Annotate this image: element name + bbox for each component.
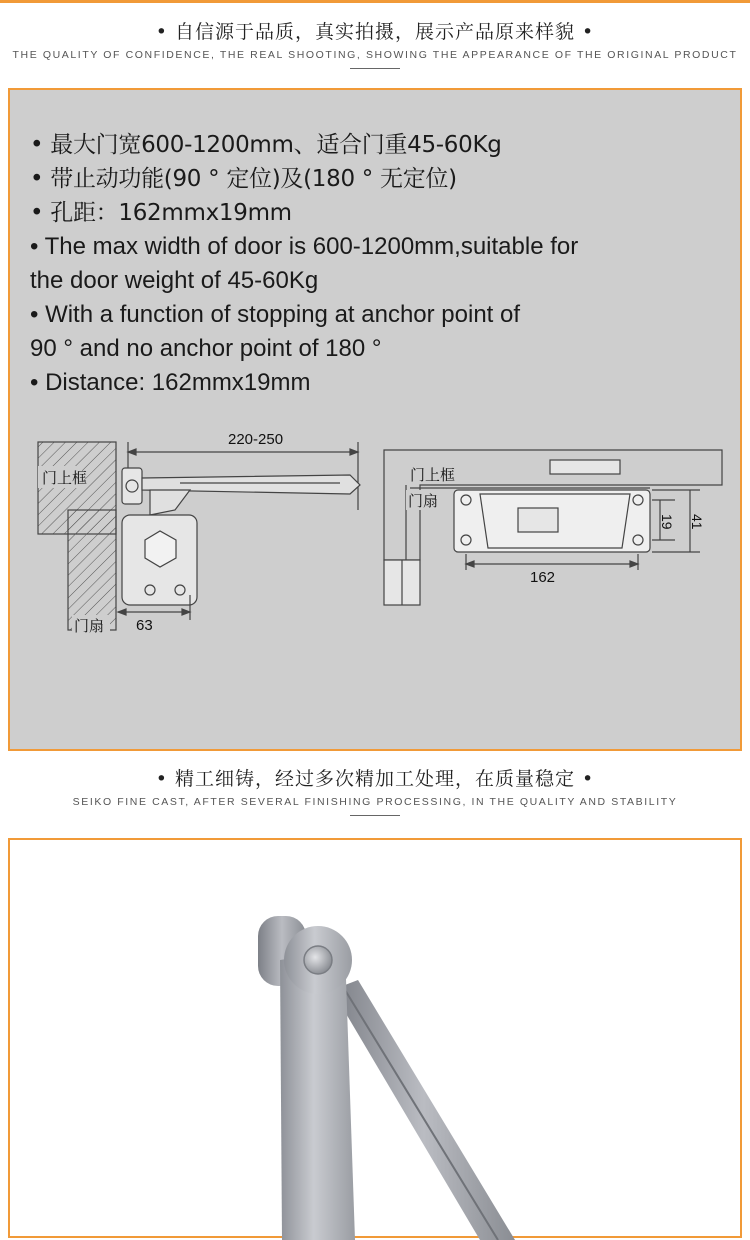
spec-line: • With a function of stopping at anchor point of [30, 301, 521, 328]
dimension-label: 41 [689, 514, 705, 530]
frame-label: 门上框 [42, 470, 88, 487]
product-photo-panel [8, 838, 742, 1238]
dimension-label: 19 [659, 514, 675, 530]
spec-line: • Distance: 162mmx19mm [30, 369, 311, 396]
section-title-cn: • 精工细铸，经过多次精加工处理，在质量稳定 • [155, 768, 595, 790]
section-header-craft [0, 767, 750, 816]
spec-panel [8, 88, 742, 751]
technical-diagram [10, 90, 740, 750]
spec-line: • 最大门宽600-1200mm、适合门重45-60Kg [30, 132, 502, 158]
dimension-label: 220-250 [228, 431, 284, 448]
spec-line: • The max width of door is 600-1200mm,suitable for [30, 233, 579, 260]
spec-line: • 孔距：162mmx19mm [30, 200, 292, 226]
spec-line: 90 ° and no anchor point of 180 ° [30, 335, 382, 362]
section-title-cn: • 自信源于品质，真实拍摄，展示产品原来样貌 • [155, 21, 595, 43]
door-closer-photo [10, 840, 740, 1240]
spec-line: • 带止动功能(90 ° 定位)及(180 ° 无定位) [30, 166, 457, 192]
top-accent-bar [0, 0, 750, 3]
section-header-quality [0, 20, 750, 69]
section-title-en: THE QUALITY OF CONFIDENCE, THE REAL SHOOTING, SHOWING THE APPEARANCE OF THE ORIGINAL PRODUCT [12, 49, 738, 61]
frame-label: 门上框 [410, 467, 456, 484]
door-label: 门扇 [74, 618, 105, 635]
spec-line: the door weight of 45-60Kg [30, 267, 319, 294]
dimension-label: 162 [530, 569, 556, 586]
section-divider [350, 68, 400, 69]
section-title-en: SEIKO FINE CAST, AFTER SEVERAL FINISHING PROCESSING, IN THE QUALITY AND STABILITY [72, 796, 678, 808]
section-divider [350, 815, 400, 816]
door-label: 门扇 [408, 493, 439, 510]
dimension-label: 63 [136, 617, 153, 634]
